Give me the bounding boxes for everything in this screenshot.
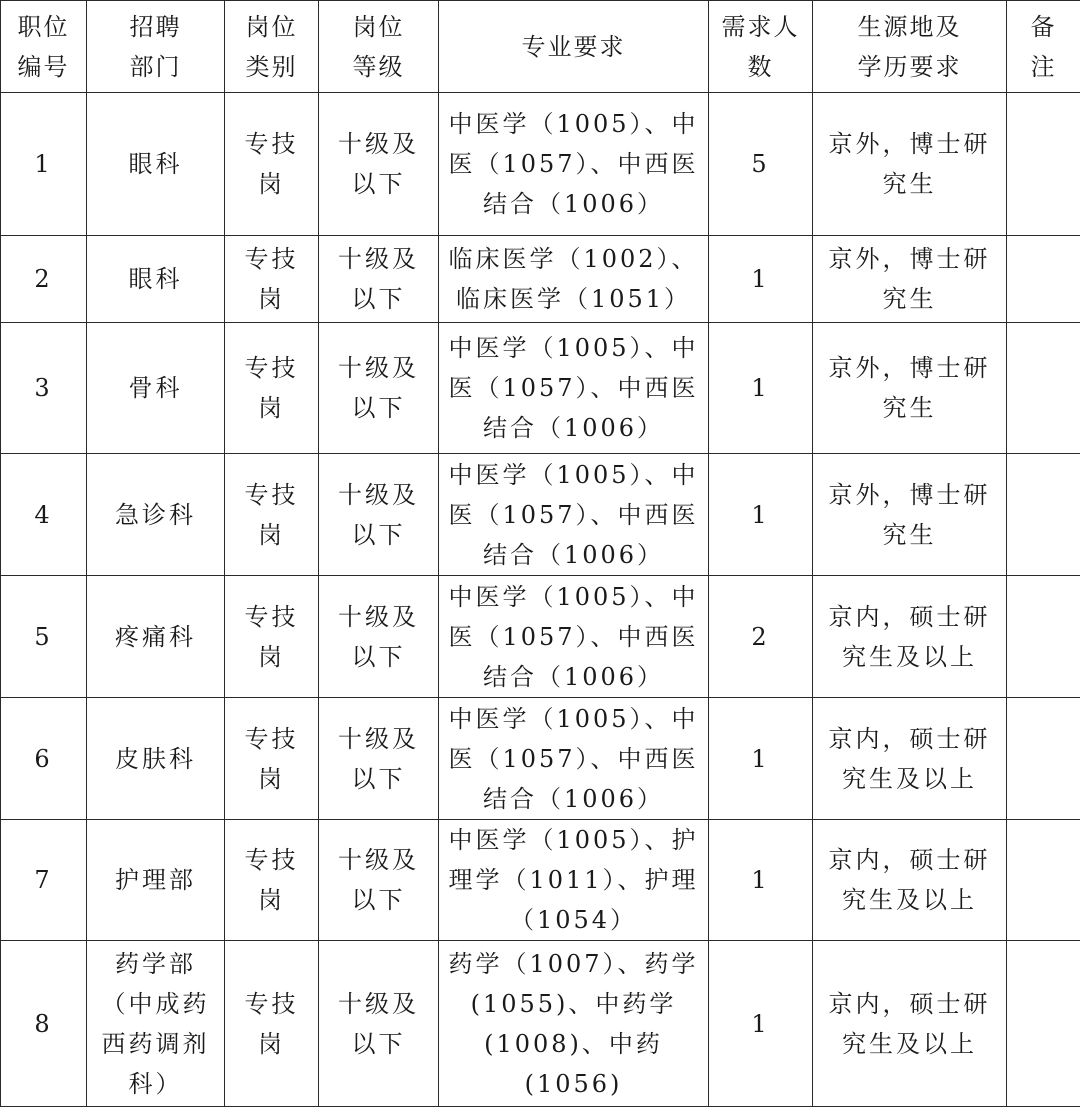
cell-post-grade: 十级及 以下: [319, 820, 439, 941]
cell-headcount: 1: [709, 941, 813, 1107]
cell-post-grade: 十级及 以下: [319, 93, 439, 236]
cell-origin-education: 京外，博士研 究生: [813, 454, 1007, 576]
cell-headcount: 1: [709, 454, 813, 576]
cell-origin-education: 京内，硕士研 究生及以上: [813, 941, 1007, 1107]
cell-post-grade: 十级及 以下: [319, 576, 439, 698]
header-department: 招聘 部门: [87, 1, 225, 93]
cell-post-category: 专技 岗: [225, 323, 319, 454]
cell-department: 急诊科: [87, 454, 225, 576]
cell-post-grade: 十级及 以下: [319, 236, 439, 323]
cell-position-id: 2: [1, 236, 87, 323]
table-row: [1, 698, 1080, 820]
cell-post-grade: 十级及 以下: [319, 454, 439, 576]
cell-major-requirement: 临床医学（1002）、 临床医学（1051）: [439, 236, 709, 323]
cell-headcount: 5: [709, 93, 813, 236]
cell-headcount: 1: [709, 236, 813, 323]
header-headcount: 需求人 数: [709, 1, 813, 93]
cell-department: 药学部 （中成药 西药调剂 科）: [87, 941, 225, 1107]
cell-position-id: 6: [1, 698, 87, 820]
cell-position-id: 7: [1, 820, 87, 941]
cell-headcount: 1: [709, 323, 813, 454]
header-remarks: 备 注: [1007, 1, 1080, 93]
cell-department: 眼科: [87, 93, 225, 236]
cell-remarks: [1007, 93, 1080, 236]
cell-post-category: 专技 岗: [225, 454, 319, 576]
cell-post-grade: 十级及 以下: [319, 323, 439, 454]
cell-department: 眼科: [87, 236, 225, 323]
cell-headcount: 1: [709, 820, 813, 941]
cell-department: 骨科: [87, 323, 225, 454]
table-row: [1, 93, 1080, 236]
cell-origin-education: 京外，博士研 究生: [813, 236, 1007, 323]
table-row: [1, 323, 1080, 454]
cell-origin-education: 京内，硕士研 究生及以上: [813, 820, 1007, 941]
cell-position-id: 5: [1, 576, 87, 698]
cell-remarks: [1007, 576, 1080, 698]
cell-post-category: 专技 岗: [225, 941, 319, 1107]
table-row: [1, 454, 1080, 576]
cell-major-requirement: 药学（1007）、药学 (1055)、中药学 (1008)、中药(1056): [439, 941, 709, 1107]
cell-remarks: [1007, 941, 1080, 1107]
cell-remarks: [1007, 820, 1080, 941]
cell-department: 疼痛科: [87, 576, 225, 698]
table-row: [1, 576, 1080, 698]
cell-origin-education: 京内，硕士研 究生及以上: [813, 698, 1007, 820]
cell-origin-education: 京外，博士研 究生: [813, 323, 1007, 454]
header-row: [1, 1, 1080, 93]
cell-post-grade: 十级及 以下: [319, 698, 439, 820]
cell-remarks: [1007, 236, 1080, 323]
cell-post-category: 专技 岗: [225, 576, 319, 698]
cell-remarks: [1007, 698, 1080, 820]
cell-headcount: 2: [709, 576, 813, 698]
table-row: [1, 941, 1080, 1107]
header-major-requirement: 专业要求: [439, 1, 709, 93]
cell-origin-education: 京内，硕士研 究生及以上: [813, 576, 1007, 698]
cell-post-category: 专技 岗: [225, 820, 319, 941]
cell-remarks: [1007, 454, 1080, 576]
cell-post-category: 专技 岗: [225, 236, 319, 323]
cell-position-id: 4: [1, 454, 87, 576]
table-row: [1, 236, 1080, 323]
cell-position-id: 1: [1, 93, 87, 236]
header-post-category: 岗位 类别: [225, 1, 319, 93]
cell-department: 皮肤科: [87, 698, 225, 820]
cell-position-id: 8: [1, 941, 87, 1107]
cell-headcount: 1: [709, 698, 813, 820]
header-position-id: 职位 编号: [1, 1, 87, 93]
cell-position-id: 3: [1, 323, 87, 454]
header-post-grade: 岗位 等级: [319, 1, 439, 93]
cell-post-grade: 十级及 以下: [319, 941, 439, 1107]
table-row: [1, 820, 1080, 941]
cell-post-category: 专技 岗: [225, 698, 319, 820]
cell-major-requirement: 中医学（1005）、中 医（1057）、中西医 结合（1006）: [439, 576, 709, 698]
cell-post-category: 专技 岗: [225, 93, 319, 236]
cell-major-requirement: 中医学（1005）、中 医（1057）、中西医 结合（1006）: [439, 323, 709, 454]
cell-department: 护理部: [87, 820, 225, 941]
cell-major-requirement: 中医学（1005）、护 理学（1011）、护理 （1054）: [439, 820, 709, 941]
header-origin-education: 生源地及 学历要求: [813, 1, 1007, 93]
cell-major-requirement: 中医学（1005）、中 医（1057）、中西医 结合（1006）: [439, 454, 709, 576]
cell-remarks: [1007, 323, 1080, 454]
cell-major-requirement: 中医学（1005）、中 医（1057）、中西医 结合（1006）: [439, 93, 709, 236]
cell-major-requirement: 中医学（1005）、中 医（1057）、中西医 结合（1006）: [439, 698, 709, 820]
cell-origin-education: 京外，博士研 究生: [813, 93, 1007, 236]
